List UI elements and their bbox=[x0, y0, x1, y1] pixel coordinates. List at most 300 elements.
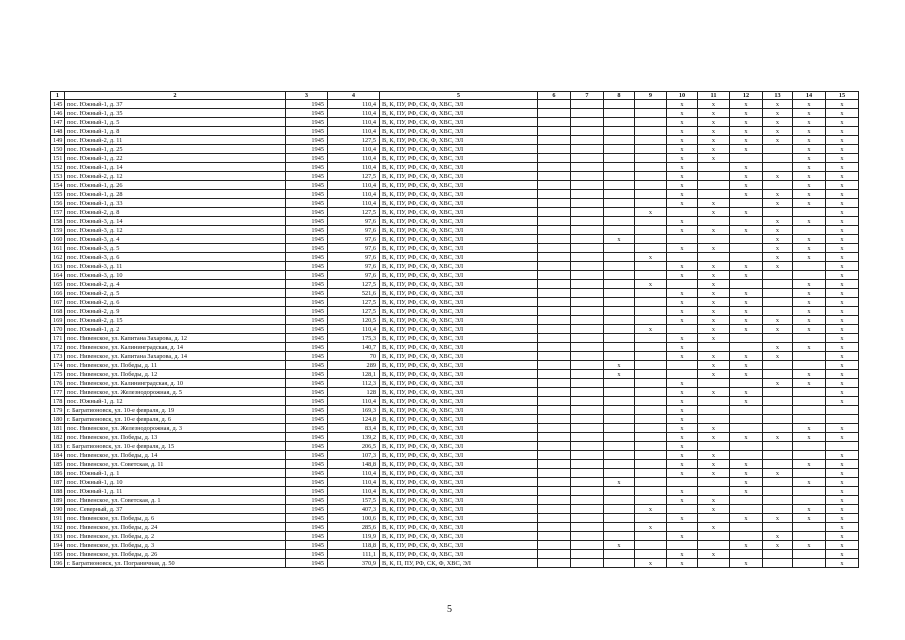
works-cell: В, К, ПУ, РФ, СК, Ф, ХВС, ЭЛ bbox=[380, 514, 538, 523]
mark-cell bbox=[793, 496, 826, 505]
year-cell: 1945 bbox=[286, 316, 328, 325]
area-cell: 175,3 bbox=[328, 334, 380, 343]
works-cell: В, К, ПУ, РФ, СК, Ф, ХВС, ЭЛ bbox=[380, 271, 538, 280]
mark-cell: x bbox=[730, 118, 763, 127]
mark-cell bbox=[571, 442, 604, 451]
works-cell: В, К, ПУ, РФ, СК, Ф, ХВС, ЭЛ bbox=[380, 163, 538, 172]
table-row bbox=[51, 415, 859, 424]
mark-cell bbox=[538, 514, 571, 523]
mark-cell: x bbox=[826, 460, 859, 469]
works-cell: В, К, ПУ, РФ, СК, Ф, ХВС, ЭЛ bbox=[380, 397, 538, 406]
mark-cell bbox=[635, 226, 667, 235]
mark-cell bbox=[763, 460, 793, 469]
mark-cell bbox=[763, 181, 793, 190]
mark-cell: x bbox=[826, 532, 859, 541]
mark-cell bbox=[698, 478, 730, 487]
mark-cell bbox=[538, 235, 571, 244]
mark-cell bbox=[698, 172, 730, 181]
works-cell: В, К, ПУ, РФ, СК, Ф, ХВС, ЭЛ bbox=[380, 253, 538, 262]
mark-cell bbox=[604, 469, 635, 478]
row-number: 172 bbox=[51, 343, 65, 352]
mark-cell: x bbox=[698, 100, 730, 109]
mark-cell bbox=[571, 559, 604, 568]
mark-cell: x bbox=[793, 478, 826, 487]
mark-cell: x bbox=[793, 379, 826, 388]
mark-cell bbox=[635, 127, 667, 136]
mark-cell bbox=[698, 379, 730, 388]
mark-cell bbox=[763, 415, 793, 424]
table-row bbox=[51, 307, 859, 316]
mark-cell bbox=[698, 190, 730, 199]
mark-cell bbox=[571, 136, 604, 145]
mark-cell bbox=[571, 199, 604, 208]
table-row bbox=[51, 334, 859, 343]
mark-cell: x bbox=[698, 496, 730, 505]
address-cell: пос. Южный-1, д. 10 bbox=[65, 478, 286, 487]
mark-cell bbox=[730, 532, 763, 541]
area-cell: 521,6 bbox=[328, 289, 380, 298]
table-row bbox=[51, 469, 859, 478]
mark-cell bbox=[763, 154, 793, 163]
header-cell: 1 bbox=[51, 92, 65, 100]
mark-cell bbox=[635, 478, 667, 487]
address-cell: пос. Северный, д. 37 bbox=[65, 505, 286, 514]
table-row bbox=[51, 397, 859, 406]
row-number: 145 bbox=[51, 100, 65, 109]
mark-cell bbox=[538, 262, 571, 271]
mark-cell bbox=[793, 388, 826, 397]
address-cell: г. Багратионовск, ул. 10-е февраля, д. 15 bbox=[65, 442, 286, 451]
works-cell: В, К, ПУ, РФ, СК, Ф, ХВС, ЭЛ bbox=[380, 172, 538, 181]
header-cell: 8 bbox=[604, 92, 635, 100]
mark-cell bbox=[538, 388, 571, 397]
mark-cell: x bbox=[793, 118, 826, 127]
mark-cell: x bbox=[826, 379, 859, 388]
row-number: 154 bbox=[51, 181, 65, 190]
mark-cell: x bbox=[667, 118, 698, 127]
mark-cell bbox=[793, 550, 826, 559]
table-row bbox=[51, 289, 859, 298]
mark-cell bbox=[826, 406, 859, 415]
table-row bbox=[51, 514, 859, 523]
mark-cell bbox=[604, 343, 635, 352]
mark-cell bbox=[635, 289, 667, 298]
mark-cell bbox=[635, 244, 667, 253]
mark-cell: x bbox=[763, 217, 793, 226]
mark-cell: x bbox=[667, 172, 698, 181]
year-cell: 1945 bbox=[286, 262, 328, 271]
mark-cell bbox=[571, 100, 604, 109]
mark-cell: x bbox=[730, 361, 763, 370]
mark-cell bbox=[667, 253, 698, 262]
year-cell: 1945 bbox=[286, 433, 328, 442]
mark-cell bbox=[538, 271, 571, 280]
address-cell: пос. Южный-2, д. 15 bbox=[65, 316, 286, 325]
mark-cell bbox=[635, 370, 667, 379]
year-cell: 1945 bbox=[286, 226, 328, 235]
mark-cell: x bbox=[698, 424, 730, 433]
mark-cell bbox=[698, 181, 730, 190]
mark-cell: x bbox=[604, 478, 635, 487]
mark-cell: x bbox=[793, 505, 826, 514]
mark-cell bbox=[538, 181, 571, 190]
mark-cell: x bbox=[698, 109, 730, 118]
mark-cell bbox=[604, 262, 635, 271]
area-cell: 110,4 bbox=[328, 163, 380, 172]
address-cell: пос. Южный-2, д. 12 bbox=[65, 172, 286, 181]
mark-cell: x bbox=[826, 190, 859, 199]
mark-cell: x bbox=[826, 334, 859, 343]
works-cell: В, К, ПУ, РФ, СК, Ф, ХВС, ЭЛ bbox=[380, 118, 538, 127]
area-cell: 112,3 bbox=[328, 379, 380, 388]
mark-cell: x bbox=[667, 163, 698, 172]
mark-cell: x bbox=[793, 244, 826, 253]
table-row bbox=[51, 343, 859, 352]
year-cell: 1945 bbox=[286, 370, 328, 379]
mark-cell bbox=[635, 334, 667, 343]
mark-cell bbox=[635, 541, 667, 550]
mark-cell: x bbox=[698, 388, 730, 397]
table-row bbox=[51, 541, 859, 550]
mark-cell: x bbox=[826, 145, 859, 154]
mark-cell bbox=[538, 505, 571, 514]
mark-cell bbox=[538, 307, 571, 316]
mark-cell: x bbox=[763, 100, 793, 109]
mark-cell bbox=[538, 532, 571, 541]
mark-cell bbox=[635, 532, 667, 541]
address-cell: пос. Южный-1, д. 1 bbox=[65, 469, 286, 478]
mark-cell: x bbox=[635, 559, 667, 568]
mark-cell bbox=[698, 217, 730, 226]
mark-cell: x bbox=[698, 352, 730, 361]
table-row bbox=[51, 370, 859, 379]
area-cell: 110,4 bbox=[328, 469, 380, 478]
mark-cell: x bbox=[635, 280, 667, 289]
row-number: 164 bbox=[51, 271, 65, 280]
mark-cell bbox=[538, 208, 571, 217]
row-number: 159 bbox=[51, 226, 65, 235]
mark-cell: x bbox=[698, 289, 730, 298]
mark-cell bbox=[698, 532, 730, 541]
mark-cell: x bbox=[698, 334, 730, 343]
address-cell: пос. Южный-1, д. 37 bbox=[65, 100, 286, 109]
works-cell: В, К, ПУ, РФ, СК, Ф, ХВС, ЭЛ bbox=[380, 550, 538, 559]
mark-cell: x bbox=[698, 118, 730, 127]
mark-cell bbox=[635, 406, 667, 415]
mark-cell: x bbox=[826, 343, 859, 352]
area-cell: 100,6 bbox=[328, 514, 380, 523]
year-cell: 1945 bbox=[286, 199, 328, 208]
mark-cell bbox=[793, 262, 826, 271]
row-number: 149 bbox=[51, 136, 65, 145]
mark-cell: x bbox=[730, 226, 763, 235]
mark-cell bbox=[604, 154, 635, 163]
area-cell: 127,5 bbox=[328, 172, 380, 181]
works-cell: В, К, ПУ, РФ, СК, Ф, ХВС, ЭЛ bbox=[380, 370, 538, 379]
mark-cell bbox=[635, 424, 667, 433]
address-cell: пос. Южный-2, д. 5 bbox=[65, 289, 286, 298]
mark-cell: x bbox=[730, 478, 763, 487]
table-row bbox=[51, 487, 859, 496]
mark-cell: x bbox=[667, 289, 698, 298]
mark-cell bbox=[826, 415, 859, 424]
table-row bbox=[51, 496, 859, 505]
address-cell: пос. Южный-2, д. 6 bbox=[65, 298, 286, 307]
mark-cell: x bbox=[730, 307, 763, 316]
mark-cell: x bbox=[730, 289, 763, 298]
mark-cell: x bbox=[730, 370, 763, 379]
mark-cell: x bbox=[604, 541, 635, 550]
mark-cell: x bbox=[730, 433, 763, 442]
area-cell: 124,8 bbox=[328, 415, 380, 424]
area-cell: 128,1 bbox=[328, 370, 380, 379]
mark-cell: x bbox=[635, 208, 667, 217]
mark-cell bbox=[635, 361, 667, 370]
mark-cell bbox=[763, 424, 793, 433]
mark-cell: x bbox=[667, 532, 698, 541]
address-cell: пос. Нивенское, ул. Советская, д. 1 bbox=[65, 496, 286, 505]
works-cell: В, К, ПУ, РФ, СК, Ф, ХВС, ЭЛ bbox=[380, 154, 538, 163]
table-row bbox=[51, 442, 859, 451]
mark-cell bbox=[538, 334, 571, 343]
area-cell: 107,3 bbox=[328, 451, 380, 460]
header-cell: 9 bbox=[635, 92, 667, 100]
year-cell: 1945 bbox=[286, 496, 328, 505]
table-row bbox=[51, 208, 859, 217]
mark-cell: x bbox=[826, 217, 859, 226]
mark-cell bbox=[793, 397, 826, 406]
mark-cell bbox=[698, 253, 730, 262]
address-cell: пос. Южный-1, д. 35 bbox=[65, 109, 286, 118]
mark-cell bbox=[635, 487, 667, 496]
mark-cell bbox=[538, 163, 571, 172]
mark-cell bbox=[793, 361, 826, 370]
mark-cell bbox=[635, 514, 667, 523]
mark-cell: x bbox=[698, 307, 730, 316]
mark-cell: x bbox=[698, 262, 730, 271]
mark-cell: x bbox=[698, 208, 730, 217]
area-cell: 97,6 bbox=[328, 226, 380, 235]
mark-cell bbox=[571, 541, 604, 550]
mark-cell bbox=[635, 190, 667, 199]
mark-cell bbox=[538, 397, 571, 406]
mark-cell: x bbox=[826, 100, 859, 109]
area-cell: 97,6 bbox=[328, 244, 380, 253]
address-cell: пос. Южный-2, д. 11 bbox=[65, 136, 286, 145]
works-cell: В, К, ПУ, РФ, СК, Ф, ХВС, ЭЛ bbox=[380, 451, 538, 460]
mark-cell bbox=[730, 442, 763, 451]
table-row bbox=[51, 190, 859, 199]
year-cell: 1945 bbox=[286, 298, 328, 307]
mark-cell bbox=[763, 361, 793, 370]
mark-cell bbox=[698, 406, 730, 415]
mark-cell: x bbox=[793, 514, 826, 523]
mark-cell bbox=[635, 154, 667, 163]
mark-cell: x bbox=[826, 505, 859, 514]
mark-cell bbox=[571, 460, 604, 469]
address-cell: пос. Южный-1, д. 25 bbox=[65, 145, 286, 154]
row-number: 150 bbox=[51, 145, 65, 154]
mark-cell bbox=[538, 523, 571, 532]
mark-cell: x bbox=[793, 217, 826, 226]
mark-cell bbox=[793, 415, 826, 424]
mark-cell: x bbox=[730, 559, 763, 568]
row-number: 196 bbox=[51, 559, 65, 568]
works-cell: В, К, ПУ, РФ, СК, Ф, ХВС, ЭЛ bbox=[380, 127, 538, 136]
mark-cell: x bbox=[793, 460, 826, 469]
mark-cell bbox=[763, 523, 793, 532]
mark-cell bbox=[604, 136, 635, 145]
mark-cell bbox=[763, 406, 793, 415]
mark-cell bbox=[538, 451, 571, 460]
year-cell: 1945 bbox=[286, 172, 328, 181]
table-row bbox=[51, 163, 859, 172]
row-number: 156 bbox=[51, 199, 65, 208]
address-cell: пос. Южный-1, д. 14 bbox=[65, 163, 286, 172]
area-cell: 206,5 bbox=[328, 442, 380, 451]
page-number: 5 bbox=[447, 604, 452, 615]
address-cell: пос. Нивенское, ул. Победы, д. 14 bbox=[65, 451, 286, 460]
mark-cell bbox=[538, 280, 571, 289]
mark-cell bbox=[571, 226, 604, 235]
mark-cell: x bbox=[667, 262, 698, 271]
header-cell: 2 bbox=[65, 92, 286, 100]
row-number: 173 bbox=[51, 352, 65, 361]
mark-cell bbox=[698, 343, 730, 352]
mark-cell: x bbox=[826, 523, 859, 532]
mark-cell: x bbox=[667, 397, 698, 406]
mark-cell: x bbox=[698, 469, 730, 478]
mark-cell: x bbox=[698, 145, 730, 154]
mark-cell: x bbox=[667, 496, 698, 505]
mark-cell bbox=[571, 271, 604, 280]
mark-cell bbox=[793, 451, 826, 460]
mark-cell bbox=[571, 154, 604, 163]
mark-cell: x bbox=[763, 199, 793, 208]
works-cell: В, К, ПУ, РФ, СК, Ф, ХВС, ЭЛ bbox=[380, 145, 538, 154]
mark-cell bbox=[538, 469, 571, 478]
mark-cell bbox=[667, 478, 698, 487]
mark-cell bbox=[763, 370, 793, 379]
mark-cell: x bbox=[698, 226, 730, 235]
mark-cell bbox=[538, 136, 571, 145]
mark-cell bbox=[604, 253, 635, 262]
mark-cell bbox=[604, 109, 635, 118]
mark-cell bbox=[763, 163, 793, 172]
mark-cell bbox=[538, 541, 571, 550]
table-row bbox=[51, 154, 859, 163]
row-number: 167 bbox=[51, 298, 65, 307]
mark-cell bbox=[635, 262, 667, 271]
mark-cell bbox=[763, 559, 793, 568]
row-number: 161 bbox=[51, 244, 65, 253]
works-cell: В, К, ПУ, РФ, СК, Ф, ХВС, ЭЛ bbox=[380, 433, 538, 442]
mark-cell bbox=[635, 415, 667, 424]
mark-cell bbox=[763, 388, 793, 397]
mark-cell: x bbox=[667, 424, 698, 433]
mark-cell: x bbox=[667, 487, 698, 496]
mark-cell: x bbox=[730, 469, 763, 478]
mark-cell: x bbox=[698, 433, 730, 442]
row-number: 153 bbox=[51, 172, 65, 181]
mark-cell bbox=[604, 559, 635, 568]
address-cell: пос. Нивенское, ул. Победы, д. 26 bbox=[65, 550, 286, 559]
mark-cell: x bbox=[730, 541, 763, 550]
mark-cell bbox=[571, 289, 604, 298]
header-cell: 5 bbox=[380, 92, 538, 100]
mark-cell bbox=[793, 226, 826, 235]
table-row bbox=[51, 316, 859, 325]
mark-cell: x bbox=[667, 154, 698, 163]
mark-cell bbox=[730, 199, 763, 208]
mark-cell bbox=[604, 532, 635, 541]
year-cell: 1945 bbox=[286, 478, 328, 487]
mark-cell bbox=[667, 505, 698, 514]
works-cell: В, К, ПУ, РФ, СК, Ф, ХВС, ЭЛ bbox=[380, 379, 538, 388]
year-cell: 1945 bbox=[286, 307, 328, 316]
works-cell: В, К, ПУ, РФ, СК, Ф, ХВС, ЭЛ bbox=[380, 208, 538, 217]
mark-cell bbox=[793, 523, 826, 532]
mark-cell bbox=[635, 181, 667, 190]
mark-cell bbox=[604, 100, 635, 109]
table-row bbox=[51, 199, 859, 208]
mark-cell bbox=[763, 442, 793, 451]
mark-cell: x bbox=[793, 154, 826, 163]
mark-cell bbox=[635, 100, 667, 109]
mark-cell bbox=[763, 451, 793, 460]
mark-cell bbox=[604, 271, 635, 280]
table-row bbox=[51, 451, 859, 460]
address-cell: пос. Нивенское, ул. Калининградская, д. 14 bbox=[65, 343, 286, 352]
year-cell: 1945 bbox=[286, 253, 328, 262]
mark-cell: x bbox=[826, 550, 859, 559]
mark-cell bbox=[604, 451, 635, 460]
table-row bbox=[51, 181, 859, 190]
mark-cell: x bbox=[698, 298, 730, 307]
mark-cell bbox=[730, 451, 763, 460]
works-cell: В, К, ПУ, РФ, СК, Ф, ХВС, ЭЛ bbox=[380, 532, 538, 541]
address-cell: пос. Южный-1, д. 12 bbox=[65, 397, 286, 406]
mark-cell: x bbox=[698, 460, 730, 469]
mark-cell bbox=[538, 226, 571, 235]
header-cell: 4 bbox=[328, 92, 380, 100]
mark-cell bbox=[763, 307, 793, 316]
housing-works-table bbox=[50, 91, 859, 568]
mark-cell bbox=[571, 163, 604, 172]
row-number: 181 bbox=[51, 424, 65, 433]
year-cell: 1945 bbox=[286, 280, 328, 289]
mark-cell bbox=[538, 316, 571, 325]
year-cell: 1945 bbox=[286, 532, 328, 541]
table-row bbox=[51, 478, 859, 487]
year-cell: 1945 bbox=[286, 451, 328, 460]
year-cell: 1945 bbox=[286, 442, 328, 451]
table-row bbox=[51, 145, 859, 154]
mark-cell bbox=[635, 397, 667, 406]
mark-cell: x bbox=[698, 361, 730, 370]
mark-cell bbox=[604, 145, 635, 154]
table-row bbox=[51, 424, 859, 433]
area-cell: 148,8 bbox=[328, 460, 380, 469]
area-cell: 157,5 bbox=[328, 496, 380, 505]
mark-cell bbox=[571, 109, 604, 118]
mark-cell bbox=[538, 190, 571, 199]
mark-cell: x bbox=[763, 316, 793, 325]
mark-cell: x bbox=[763, 352, 793, 361]
mark-cell bbox=[635, 388, 667, 397]
address-cell: пос. Южный-3, д. 14 bbox=[65, 217, 286, 226]
mark-cell bbox=[604, 523, 635, 532]
